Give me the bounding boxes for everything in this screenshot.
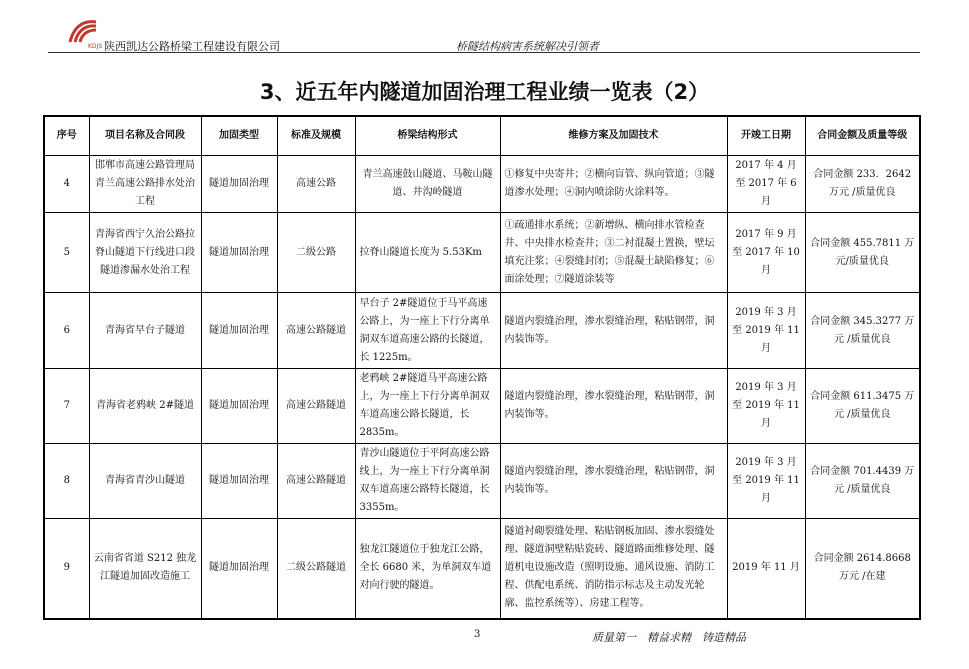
footer-motto: 质量第一 精益求精 铸造精品	[592, 631, 746, 644]
row-scheme: 隧道内裂缝治理，渗水裂缝治理，粘贴钢带，洞内装饰等。	[500, 369, 727, 444]
row-scheme: 隧道衬砌裂缝处理、粘贴钢板加固、渗水裂缝处理、隧道洞壁粘贴瓷砖、隧道路面维修处理、隧道机电设施改造（照明设施、通风设施、消防工程、供配电系统、消防指示标志及主动发光轮廓、监控系统等）、房建工程等。	[500, 519, 727, 619]
row-amount: 合同金额 701.4439 万元 /质量优良	[805, 444, 920, 519]
row-no: 5	[44, 213, 89, 293]
row-structure: 青兰高速鼓山隧道、马鞍山隧道、井沟岭隧道	[355, 156, 500, 213]
table-row	[44, 519, 920, 619]
row-standard: 高速公路隧道	[277, 293, 355, 369]
table-row	[44, 156, 920, 213]
logo-text: KDJS	[88, 43, 103, 50]
header-standard: 标准及规模	[277, 116, 355, 156]
header-scheme: 维修方案及加固技术	[500, 116, 727, 156]
row-standard: 高速公路	[277, 156, 355, 213]
row-no: 8	[44, 444, 89, 519]
row-structure: 青沙山隧道位于平阿高速公路线上，为一座上下行分离单洞双车道高速公路特长隧道，长 3355m。	[355, 444, 500, 519]
row-standard: 高速公路隧道	[277, 369, 355, 444]
row-no: 9	[44, 519, 89, 619]
row-project-name: 邯郸市高速公路管理局青兰高速公路排水处治工程	[89, 156, 201, 213]
row-no: 4	[44, 156, 89, 213]
row-project-name: 青海省青沙山隧道	[89, 444, 201, 519]
row-structure: 独龙江隧道位于独龙江公路，全长 6680 米，为单洞双车道对向行驶的隧道。	[355, 519, 500, 619]
row-amount: 合同金额 611.3475 万元 /质量优良	[805, 369, 920, 444]
table-row	[44, 444, 920, 519]
header-dates: 开竣工日期	[727, 116, 805, 156]
row-no: 6	[44, 293, 89, 369]
row-type: 隧道加固治理	[201, 156, 277, 213]
header-structure: 桥梁结构形式	[355, 116, 500, 156]
row-project-name: 云南省省道 S212 独龙江隧道加固改造施工	[89, 519, 201, 619]
row-standard: 高速公路隧道	[277, 444, 355, 519]
header-project-name: 项目名称及合同段	[89, 116, 201, 156]
company-logo-icon	[66, 16, 100, 46]
row-dates: 2019 年 3 月至 2019 年 11 月	[727, 444, 805, 519]
row-structure: 早台子 2#隧道位于马平高速公路上，为一座上下行分离单洞双车道高速公路的长隧道，长 1225m。	[355, 293, 500, 369]
row-type: 隧道加固治理	[201, 293, 277, 369]
header-doc-title: 桥隧结构病害系统解决引领者	[456, 40, 599, 53]
row-standard: 二级公路	[277, 213, 355, 293]
row-type: 隧道加固治理	[201, 213, 277, 293]
table-row	[44, 293, 920, 369]
row-no: 7	[44, 369, 89, 444]
page-number: 3	[474, 629, 481, 640]
row-dates: 2019 年 11 月	[727, 519, 805, 619]
header-type: 加固类型	[201, 116, 277, 156]
company-name: 陕西凯达公路桥梁工程建设有限公司	[104, 40, 280, 53]
page-title: 3、近五年内隧道加固治理工程业绩一览表（2）	[259, 80, 710, 104]
row-scheme: ①疏通排水系统；②新增纵、横向排水管检查井、中央排水检查井；③二衬混凝土置换，壁坛填充注浆；④裂缝封闭；⑤混凝土缺陷修复；⑥面涂处理；⑦隧道涂装等	[500, 213, 727, 293]
row-amount: 合同金额 455.7811 万元/质量优良	[805, 213, 920, 293]
row-scheme: ①修复中央寄井；②横向盲管、纵向管道；③隧道渗水处理；④洞内喷涂防火涂料等。	[500, 156, 727, 213]
row-dates: 2019 年 3 月至 2019 年 11 月	[727, 293, 805, 369]
row-amount: 合同金额 233．2642 万元 /质量优良	[805, 156, 920, 213]
row-scheme: 隧道内裂缝治理，渗水裂缝治理，粘贴钢带，洞内装饰等。	[500, 293, 727, 369]
row-project-name: 青海省西宁久治公路拉脊山隧道下行线进口段隧道渗漏水处治工程	[89, 213, 201, 293]
row-amount: 合同金额 345.3277 万元 /质量优良	[805, 293, 920, 369]
table-header-row	[44, 116, 920, 156]
header-no: 序号	[44, 116, 89, 156]
row-type: 隧道加固治理	[201, 519, 277, 619]
header-amount: 合同金额及质量等级	[805, 116, 920, 156]
row-structure: 拉脊山隧道长度为 5.53Km	[355, 213, 500, 293]
projects-table	[43, 115, 921, 620]
row-dates: 2019 年 3 月至 2019 年 11 月	[727, 369, 805, 444]
table-row	[44, 213, 920, 293]
row-scheme: 隧道内裂缝治理，渗水裂缝治理，粘贴钢带，洞内装饰等。	[500, 444, 727, 519]
page-header	[48, 8, 920, 53]
table-row	[44, 369, 920, 444]
row-dates: 2017 年 9 月至 2017 年 10 月	[727, 213, 805, 293]
row-project-name: 青海省早台子隧道	[89, 293, 201, 369]
row-amount: 合同金额 2614.8668 万元 /在建	[805, 519, 920, 619]
row-standard: 二级公路隧道	[277, 519, 355, 619]
row-dates: 2017 年 4 月至 2017 年 6 月	[727, 156, 805, 213]
row-type: 隧道加固治理	[201, 369, 277, 444]
row-project-name: 青海省老鸦峡 2#隧道	[89, 369, 201, 444]
row-structure: 老鸦峡 2#隧道马平高速公路上，为一座上下行分离单洞双车道高速公路长隧道，长 2835m。	[355, 369, 500, 444]
row-type: 隧道加固治理	[201, 444, 277, 519]
